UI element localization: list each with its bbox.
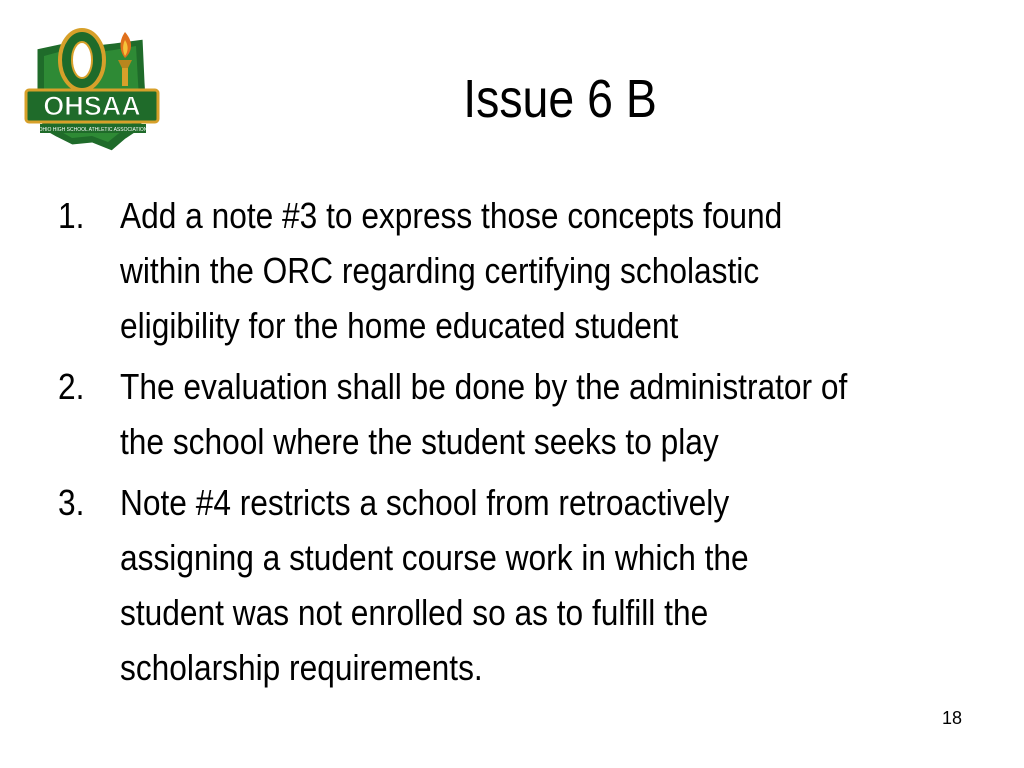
logo-wordmark: OHSAA xyxy=(43,91,141,121)
list-item xyxy=(58,188,958,353)
list-item-text: Add a note #3 to express those concepts found within the ORC regarding certifying scholastic eligibility for the home educated student xyxy=(120,195,783,346)
bullet-list xyxy=(58,188,958,701)
list-item-number: 3. xyxy=(58,482,85,523)
ohsaa-logo-graphic xyxy=(22,12,162,160)
ohsaa-logo-icon xyxy=(22,12,162,160)
list-item-text: The evaluation shall be done by the administrator of the school where the student seeks to play xyxy=(120,366,848,462)
list-item-number: 2. xyxy=(58,366,85,407)
slide-title: Issue 6 B xyxy=(463,69,657,129)
list-item-text: Note #4 restricts a school from retroactively assigning a student course work in which the student was not enrolled so as to fulfill the scholarship requirements. xyxy=(120,482,749,688)
list-item-number: 1. xyxy=(58,195,85,236)
logo-tagline: OHIO HIGH SCHOOL ATHLETIC ASSOCIATION xyxy=(38,127,148,133)
page-number: 18 xyxy=(941,708,962,728)
list-item xyxy=(58,475,958,695)
list-item xyxy=(58,359,958,469)
